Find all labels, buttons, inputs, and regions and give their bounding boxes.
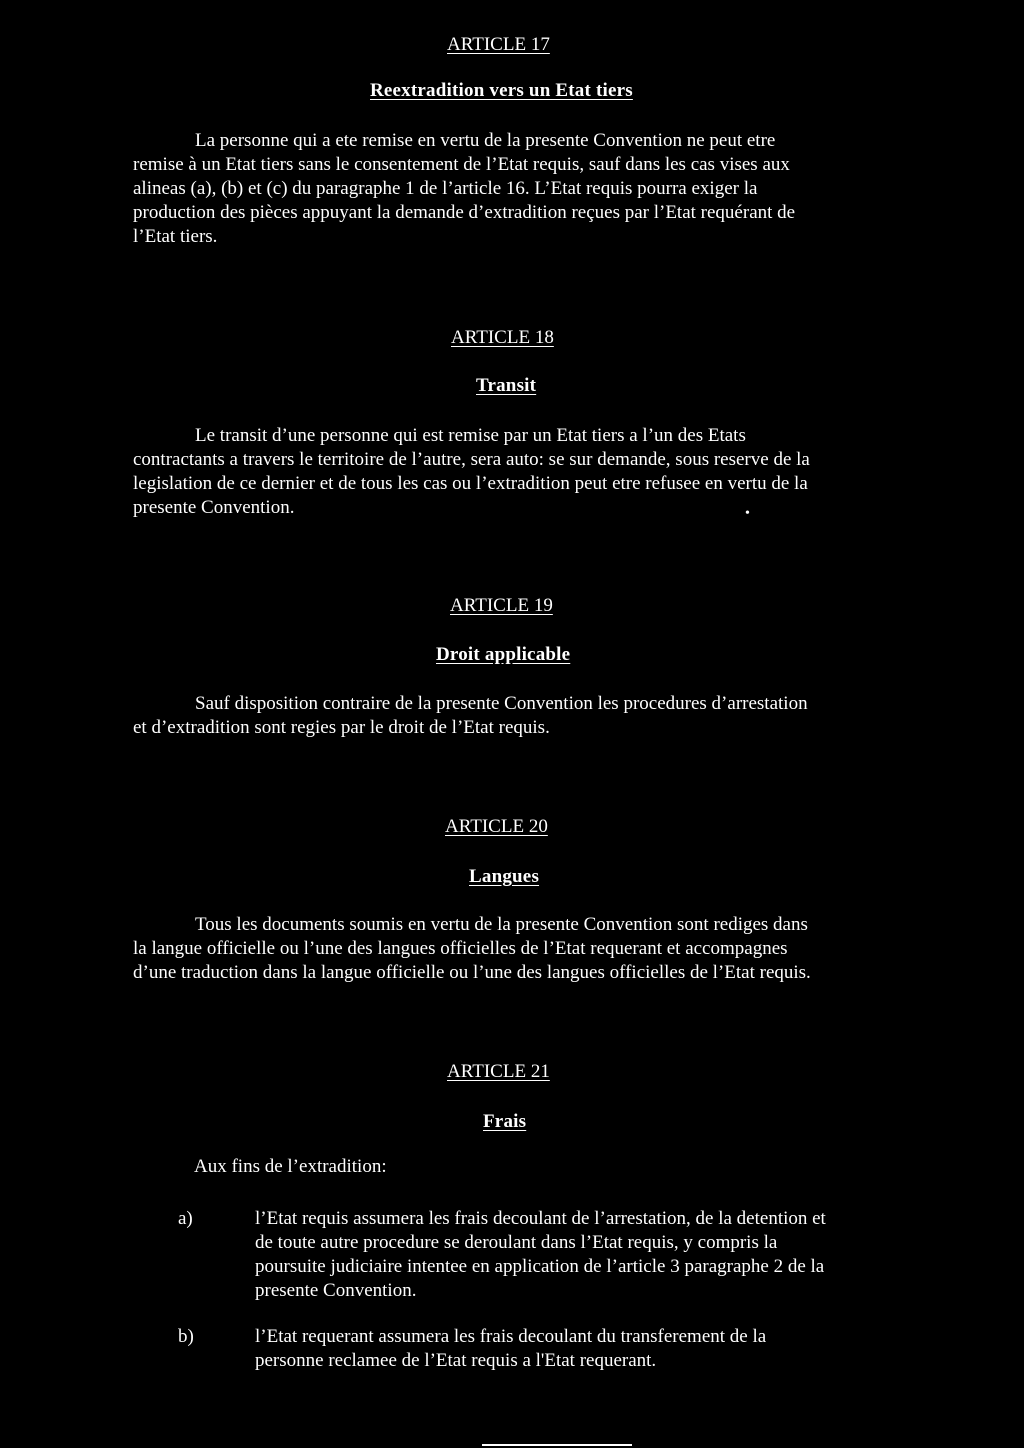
article-18-body	[133, 424, 903, 520]
item-a-line: presente Convention.	[255, 1280, 417, 1301]
article-21-intro: Aux fins de l’extradition:	[194, 1156, 387, 1177]
item-a-line: poursuite judiciaire intentee en application de l’article 3 paragraphe 2 de la	[255, 1256, 825, 1277]
item-a-text	[255, 1207, 915, 1303]
article-17-body	[133, 129, 903, 249]
article-20-number: ARTICLE 20	[445, 816, 548, 837]
item-b-text	[255, 1325, 915, 1373]
article-17-line: remise à un Etat tiers sans le consentement de l’Etat requis, sauf dans les cas vises aux	[133, 154, 790, 175]
article-19-body	[133, 692, 903, 740]
article-19-number: ARTICLE 19	[450, 595, 553, 616]
footer-divider	[482, 1444, 632, 1446]
article-19-title: Droit applicable	[436, 644, 571, 665]
article-20-line: la langue officielle ou l’une des langues officielles de l’Etat requerant et accompagnes	[133, 938, 788, 959]
article-17-title: Reextradition vers un Etat tiers	[370, 80, 633, 101]
article-20-title: Langues	[469, 866, 540, 887]
article-20-line: d’une traduction dans la langue officielle ou l’une des langues officielles de l’Etat requis.	[133, 962, 811, 983]
article-20-line: Tous les documents soumis en vertu de la presente Convention sont rediges dans	[195, 914, 808, 935]
article-19-line: Sauf disposition contraire de la presente Convention les procedures d’arrestation	[195, 693, 808, 714]
item-a-marker: a)	[178, 1208, 193, 1229]
article-18-line: legislation de ce dernier et de tous les cas ou l’extradition peut etre refusee en vertu de la	[133, 473, 808, 494]
item-b-line: personne reclamee de l’Etat requis a l'Etat requerant.	[255, 1350, 657, 1371]
item-b-marker: b)	[178, 1326, 194, 1347]
article-18-line: contractants a travers le territoire de l’autre, sera auto: se sur demande, sous reserve de la	[133, 449, 810, 470]
article-21-title: Frais	[483, 1111, 527, 1132]
article-20-body	[133, 913, 903, 985]
article-18-title: Transit	[476, 375, 537, 396]
item-b-line: l’Etat requerant assumera les frais decoulant du transferement de la	[255, 1326, 767, 1347]
article-17-line: l’Etat tiers.	[133, 226, 218, 247]
article-18-line: Le transit d’une personne qui est remise par un Etat tiers a l’un des Etats	[195, 425, 746, 446]
stray-mark: •	[745, 506, 750, 521]
article-17-line: production des pièces appuyant la demande d’extradition reçues par l’Etat requérant de	[133, 202, 796, 223]
article-17-number: ARTICLE 17	[447, 34, 550, 55]
article-21-number: ARTICLE 21	[447, 1061, 550, 1082]
article-17-line: alineas (a), (b) et (c) du paragraphe 1 de l’article 16. L’Etat requis pourra exiger la	[133, 178, 758, 199]
article-18-line: presente Convention.	[133, 497, 295, 518]
article-18-number: ARTICLE 18	[451, 327, 554, 348]
article-19-line: et d’extradition sont regies par le droit de l’Etat requis.	[133, 717, 550, 738]
article-17-line: La personne qui a ete remise en vertu de la presente Convention ne peut etre	[195, 130, 776, 151]
item-a-line: l’Etat requis assumera les frais decoulant de l’arrestation, de la detention et	[255, 1208, 826, 1229]
item-a-line: de toute autre procedure se deroulant dans l’Etat requis, y compris la	[255, 1232, 778, 1253]
